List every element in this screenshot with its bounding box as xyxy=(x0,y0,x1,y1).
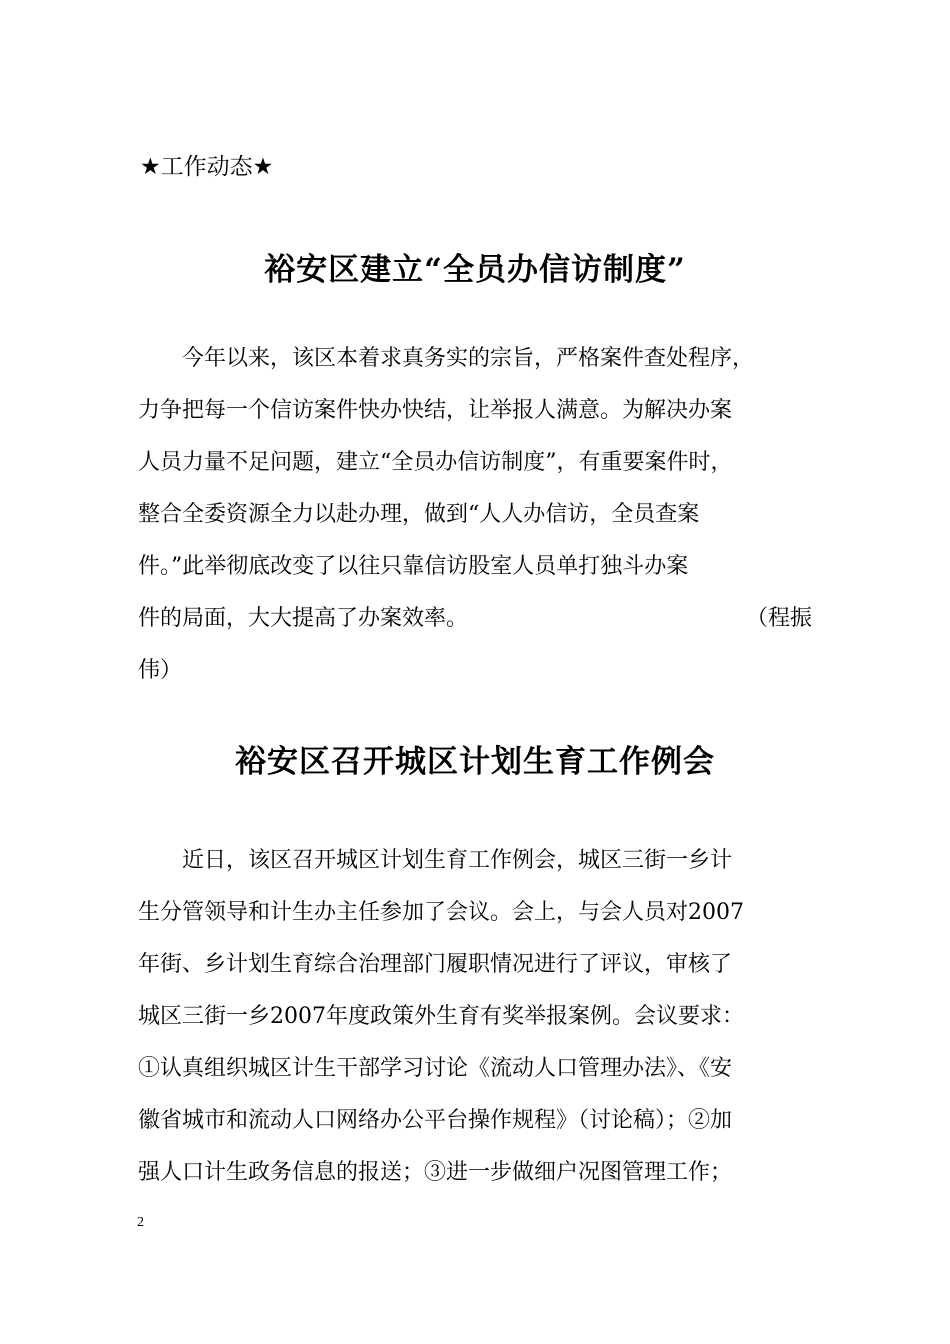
article-1-signature: （程振 xyxy=(746,606,813,631)
article-1-line: 件的局面，大大提高了办案效率。 xyxy=(138,606,469,631)
article-2-line: 生分管领导和计生办主任参加了会议。会上，与会人员对2007 xyxy=(138,900,744,925)
article-2-line: 城区三街一乡2007年度政策外生育有奖举报案例。会议要求： xyxy=(138,1004,744,1029)
page-number: 2 xyxy=(137,1215,144,1230)
article-1-line: 今年以来，该区本着求真务实的宗旨，严格案件查处程序， xyxy=(138,346,755,371)
article-1-title: 裕安区建立“全员办信访制度” xyxy=(264,252,686,288)
article-1-line: 人员力量不足问题，建立“全员办信访制度”，有重要案件时， xyxy=(138,450,733,475)
section-tag: ★工作动态★ xyxy=(140,154,274,180)
article-2-line: 近日，该区召开城区计划生育工作例会，城区三街一乡计 xyxy=(138,848,733,873)
article-2-line: 徽省城市和流动人口网络办公平台操作规程》（讨论稿）；②加 xyxy=(138,1108,733,1133)
article-2-title: 裕安区召开城区计划生育工作例会 xyxy=(235,744,715,780)
article-1-line: 整合全委资源全力以赴办理，做到“人人办信访，全员查案 xyxy=(138,502,700,527)
article-2-line: 强人口计生政务信息的报送；③进一步做细户况图管理工作； xyxy=(138,1160,733,1185)
article-2-line: 年街、乡计划生育综合治理部门履职情况进行了评议，审核了 xyxy=(138,952,733,977)
article-1-line: 力争把每一个信访案件快办快结，让举报人满意。为解决办案 xyxy=(138,398,733,423)
article-2-line: ①认真组织城区计生干部学习讨论《流动人口管理办法》、《安 xyxy=(138,1056,733,1081)
article-1-signature-cont: 伟） xyxy=(138,658,183,683)
article-1-line: 件。”此举彻底改变了以往只靠信访股室人员单打独斗办案 xyxy=(138,554,689,579)
